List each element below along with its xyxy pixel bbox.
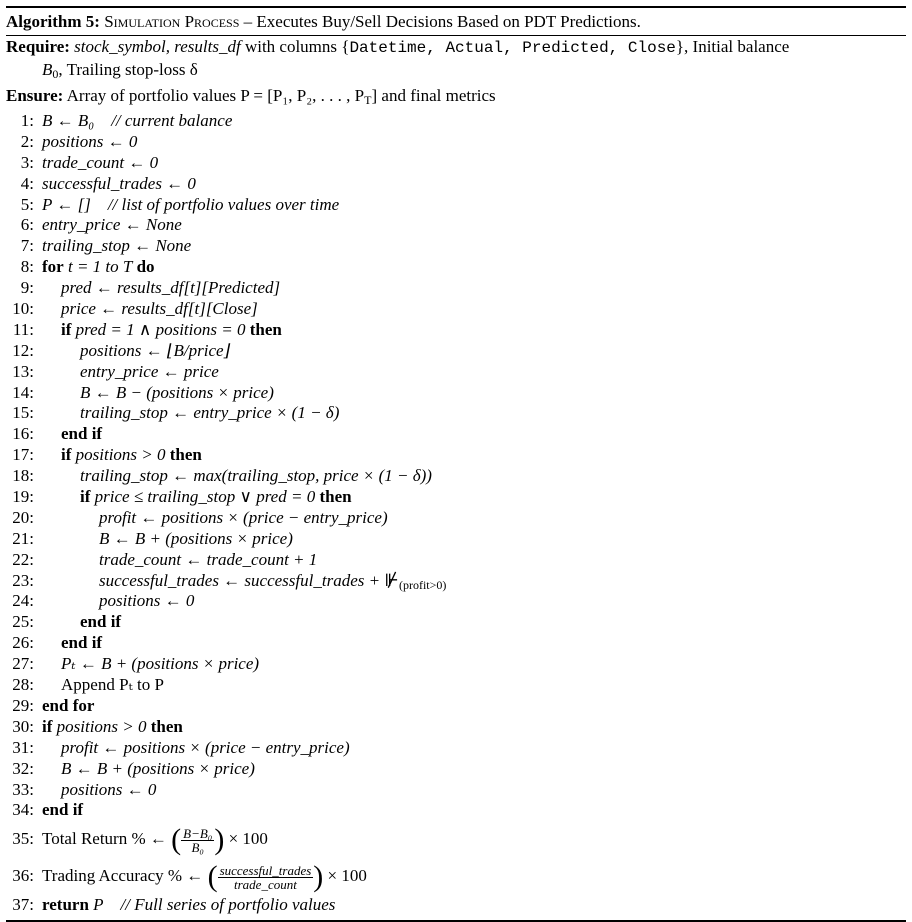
line-number: 1: [20,111,34,130]
line-code [42,236,191,257]
line-number: 26: [12,633,34,653]
keyword: then [249,319,282,339]
line-code [42,153,158,174]
line-number: 34: [12,800,34,820]
line-code [42,857,367,895]
statement: Total Return % ← [42,829,167,849]
line-code [61,633,102,654]
line-number: 23: [12,570,34,590]
line-number: 22: [12,549,34,569]
algorithm-name: Simulation Process [104,12,240,31]
ensure-sub: T [364,93,372,107]
statement: trade_count ← trade_count + 1 [99,549,318,569]
statement: positions > 0 [75,445,166,465]
statement: trailing_stop ← entry_price × (1 − δ) [80,403,340,423]
algorithm-line [6,278,906,299]
keyword: then [319,487,352,507]
line-number: 16: [12,424,34,444]
line-code [61,299,258,320]
require-keyword: Require: [6,37,70,56]
fraction-numerator: successful_trades [219,862,312,878]
statement: pred ← results_df[t][Predicted] [61,278,281,298]
algorithm-box [6,6,906,922]
algorithm-line [6,759,906,780]
algorithm-line [6,857,906,895]
keyword: then [169,445,202,465]
algorithm-line [6,780,906,801]
comment: // Full series of portfolio values [120,895,336,915]
line-code [99,550,317,571]
line-number: 7: [20,236,34,256]
line-number: 10: [12,299,34,319]
right-paren: ) [313,860,324,894]
statement: B ← B + (positions × price) [99,528,293,548]
fraction-denominator: B₀ [191,839,204,855]
line-code [61,445,202,466]
statement: positions > 0 [56,716,147,736]
line-code [80,466,432,487]
statement: Trading Accuracy % ← [42,866,204,886]
keyword: do [136,257,155,277]
algorithm-line [6,132,906,153]
line-number: 32: [12,758,34,778]
line-number: 20: [12,507,34,527]
algorithm-lines [6,111,906,916]
line-code [80,487,352,508]
line-code [61,780,156,801]
algorithm-line [6,696,906,717]
statement: positions ← 0 [61,779,157,799]
statement: trailing_stop ← None [42,236,192,256]
line-number: 8: [20,257,34,277]
algorithm-body [6,36,906,916]
statement: Pₜ ← B + (positions × price) [61,654,260,674]
statement: successful_trades ← successful_trades + ⊮ [99,570,399,590]
line-code [61,654,259,675]
line-code [42,696,94,717]
line-number: 14: [12,382,34,402]
algorithm-line [6,612,906,633]
algorithm-line [6,821,906,857]
algorithm-line [6,466,906,487]
algorithm-title [6,8,906,35]
algorithm-line [6,174,906,195]
line-number: 33: [12,779,34,799]
algorithm-line [6,800,906,821]
line-number: 2: [20,131,34,151]
algorithm-line [6,362,906,383]
line-number: 21: [12,528,34,548]
line-code [61,278,280,299]
fraction [218,864,314,891]
algorithm-line [6,508,906,529]
statement: trailing_stop ← max(trailing_stop, price × (1 − δ)) [80,466,432,486]
keyword: end if [42,800,84,820]
algorithm-line [6,111,906,132]
line-code [42,132,137,153]
line-number: 6: [20,215,34,235]
line-code [42,821,268,857]
multiplier: × 100 [228,829,268,849]
line-code [80,341,230,362]
algorithm-line [6,299,906,320]
require-continuation [6,59,906,85]
line-number: 17: [12,445,34,465]
algorithm-line [6,424,906,445]
line-number: 3: [20,152,34,172]
algorithm-line [6,195,906,216]
line-number: 5: [20,194,34,214]
keyword: return [42,895,89,915]
ensure-text-end: ] and final metrics [371,86,496,105]
algorithm-description: – Executes Buy/Sell Decisions Based on PDT Predictions. [243,12,641,31]
algorithm-line [6,654,906,675]
line-code [42,717,183,738]
line-number: 27: [12,654,34,674]
line-number: 37: [12,895,34,915]
ensure-keyword: Ensure: [6,86,64,105]
algorithm-line [6,571,906,592]
algorithm-line [6,403,906,424]
algorithm-line [6,320,906,341]
line-code [42,174,196,195]
keyword: if [42,716,53,736]
statement: price ≤ trailing_stop ∨ pred = 0 [94,487,316,507]
line-code [61,759,255,780]
algorithm-line [6,445,906,466]
statement: positions ← 0 [99,591,195,611]
line-code [99,529,293,550]
statement: profit ← positions × (price − entry_price) [99,507,388,527]
keyword: end if [80,612,122,632]
require-columns: Datetime, Actual, Predicted, Close [349,39,676,57]
require-balance-symbol: B [42,60,53,79]
statement: B ← B₀ [42,111,95,130]
ensure-line [6,85,906,111]
line-number: 29: [12,695,34,715]
line-code [42,895,335,916]
keyword: end if [61,424,103,444]
keyword: then [150,716,183,736]
statement: profit ← positions × (price − entry_price) [61,737,350,757]
statement: B ← B − (positions × price) [80,382,274,402]
ensure-text: Array of portfolio values P = [P₁, P₂, . . . , P [66,86,365,105]
comment: // current balance [111,111,233,130]
line-number: 13: [12,361,34,381]
line-code [80,403,339,424]
line-number: 18: [12,466,34,486]
keyword: for [42,257,64,277]
algorithm-line [6,236,906,257]
line-number: 11: [12,319,34,339]
algorithm-line [6,895,906,916]
algorithm-line [6,738,906,759]
algorithm-line [6,153,906,174]
line-number: 15: [12,403,34,423]
comment: // list of portfolio values over time [107,194,340,214]
line-code [61,424,102,445]
multiplier: × 100 [327,866,367,886]
algorithm-line [6,487,906,508]
keyword: if [61,445,72,465]
line-code [42,215,182,236]
statement: successful_trades ← 0 [42,173,196,193]
line-code [80,383,274,404]
statement: entry_price ← None [42,215,182,235]
line-code [42,195,339,216]
statement: pred = 1 ∧ positions = 0 [75,319,246,339]
line-number: 4: [20,173,34,193]
algorithm-line [6,383,906,404]
algorithm-line [6,633,906,654]
algorithm-label: Algorithm 5: [6,12,100,31]
algorithm-line [6,341,906,362]
line-number: 36: [12,866,34,886]
algorithm-line [6,675,906,696]
algorithm-line [6,591,906,612]
fraction-denominator: trade_count [234,876,297,892]
statement: t = 1 to T [67,257,133,277]
require-text-tail: }, Initial balance [675,37,790,56]
statement: positions ← ⌊B/price⌋ [80,340,231,360]
statement: entry_price ← price [80,361,219,381]
right-paren: ) [214,823,225,857]
statement: price ← results_df[t][Close] [61,299,258,319]
line-number: 28: [12,675,34,695]
statement: Append Pₜ to P [61,675,164,695]
require-inputs: stock_symbol, results_df [74,37,241,56]
indicator-subscript: (profit>0) [398,577,447,592]
require-stoploss: , Trailing stop-loss δ [58,60,198,79]
line-number: 31: [12,737,34,757]
line-code [42,257,155,278]
statement: positions ← 0 [42,131,138,151]
left-paren: ( [207,860,218,894]
fraction-numerator: B−B₀ [183,825,213,841]
line-code [80,612,121,633]
algorithm-line [6,215,906,236]
line-code [80,362,219,383]
statement: B ← B + (positions × price) [61,758,255,778]
line-code [42,111,232,132]
line-code [42,800,83,821]
keyword: if [80,487,91,507]
line-code [99,591,194,612]
require-line [6,36,906,59]
left-paren: ( [171,823,182,857]
line-number: 30: [12,716,34,736]
require-balance-sub: 0 [52,67,59,81]
algorithm-line [6,717,906,738]
require-text: with columns { [244,37,350,56]
line-code [61,675,164,696]
line-number: 35: [12,829,34,849]
keyword: if [61,319,72,339]
line-code [99,508,388,529]
algorithm-line [6,257,906,278]
line-number: 19: [12,487,34,507]
statement: P [93,895,104,915]
keyword: end if [61,633,103,653]
line-number: 24: [12,591,34,611]
algorithm-line [6,529,906,550]
statement: P ← [] [42,194,91,214]
statement: trade_count ← 0 [42,152,159,172]
line-number: 9: [20,278,34,298]
algorithm-line [6,550,906,571]
line-number: 12: [12,340,34,360]
keyword: end for [42,695,95,715]
line-number: 25: [12,612,34,632]
line-code [61,738,350,759]
line-code [61,320,282,341]
fraction [181,827,214,854]
